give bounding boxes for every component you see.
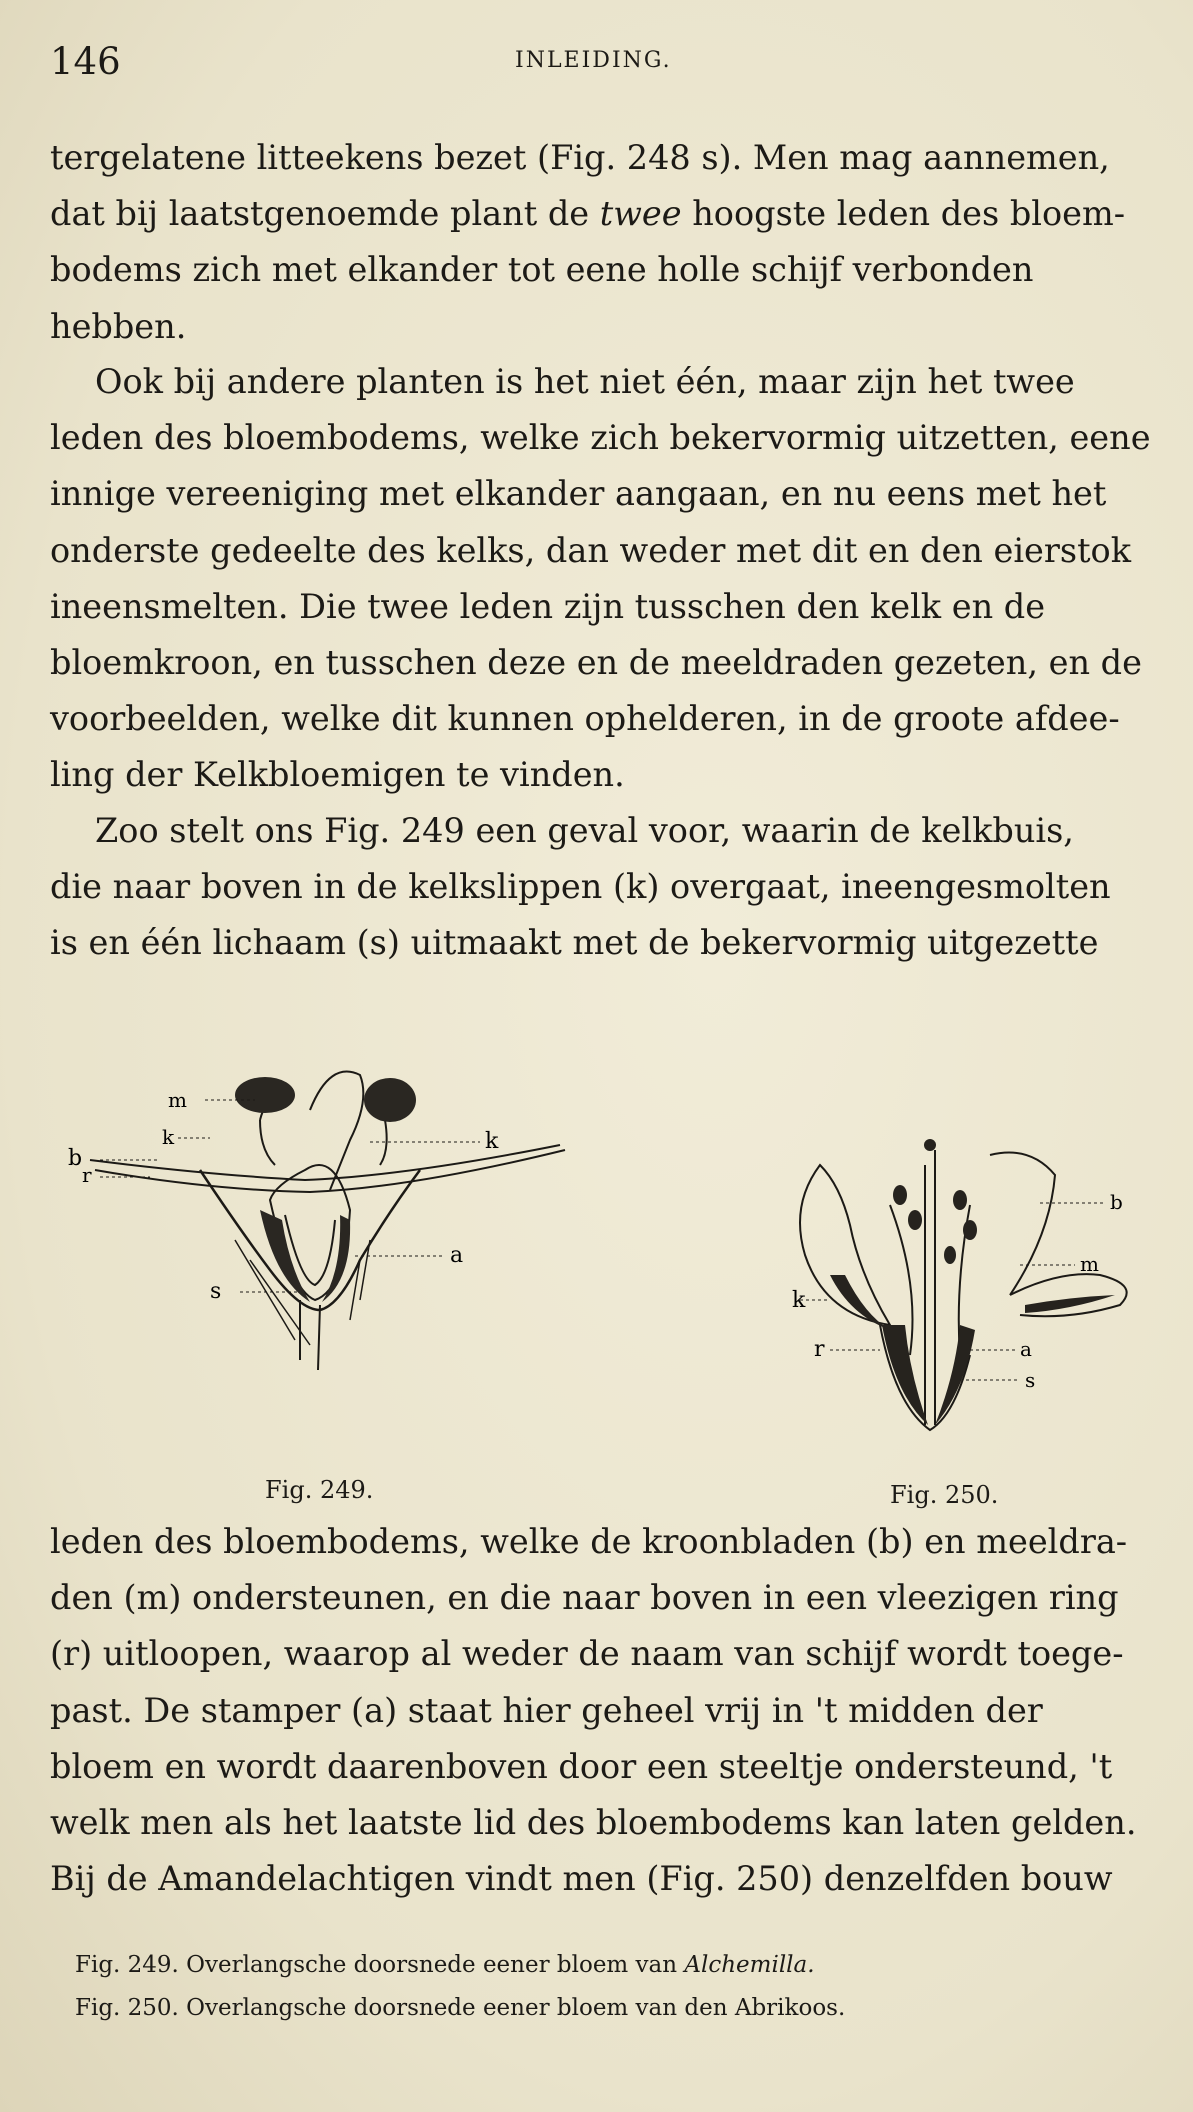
footnote-250: Fig. 250. Overlangsche doorsnede eener bloem van den Abrikoos. [75, 1995, 846, 2021]
text-line: hebben. [50, 306, 187, 346]
text-line: onderste gedeelte des kelks, dan weder met dit en den eierstok [50, 530, 1131, 570]
paragraph-3 [50, 803, 1150, 972]
figure-250-apricot-section [770, 1125, 1150, 1455]
text-line: ling der Kelkbloemigen te vinden. [50, 755, 625, 795]
text-line: past. De stamper (a) staat hier geheel vrij in 't midden der [50, 1690, 1043, 1730]
text-run [682, 194, 693, 233]
footnote-italic: Alchemilla. [684, 1952, 815, 1978]
label-r: r [82, 1163, 92, 1187]
text-run: dat bij laatstgenoemde plant de [50, 194, 600, 234]
label-s: s [210, 1279, 222, 1304]
footnote-text: Fig. 249. Overlangsche doorsnede eener bloem van [75, 1952, 685, 1978]
text-line: leden des bloembodems, welke de kroonbladen (b) en meeldra- [50, 1522, 1128, 1561]
paragraph-4 [50, 1514, 1150, 1907]
label-s: s [1025, 1368, 1036, 1392]
footnotes [75, 1944, 845, 2030]
text-line: bloem en wordt daarenboven door een steeltje ondersteund, 't [50, 1746, 1113, 1786]
figure-250-drawing [770, 1125, 1150, 1455]
text-line: den (m) ondersteunen, en die naar boven in een vleezigen ring [50, 1578, 1119, 1618]
text-line: Zoo stelt ons Fig. 249 een geval voor, waarin de kelkbuis, [95, 811, 1074, 850]
text-line: leden des bloembodems, welke zich bekervormig uitzetten, eene [50, 418, 1151, 458]
label-a: a [450, 1243, 464, 1268]
figure-249-drawing [60, 1040, 600, 1440]
text-line: die naar boven in de kelkslippen (k) overgaat, ineengesmolten [50, 867, 1111, 907]
text-line: ineensmelten. Die twee leden zijn tusschen den kelk en de [50, 586, 1046, 626]
page-header [50, 40, 1140, 90]
text-line: bloemkroon, en tusschen deze en de meeldraden gezeten, en de [50, 643, 1142, 683]
text-line: voorbeelden, welke dit kunnen ophelderen, in de groote afdee- [50, 699, 1120, 739]
label-m: m [168, 1088, 187, 1112]
page-number: 146 [50, 40, 121, 83]
text-line: (r) uitloopen, waarop al weder de naam van schijf wordt toege- [50, 1634, 1124, 1674]
running-head: INLEIDING. [515, 48, 672, 73]
label-r: r [814, 1337, 825, 1362]
text-line: Ook bij andere planten is het niet één, maar zijn het twee [95, 362, 1075, 401]
footnote-249 [75, 1944, 845, 1987]
text-line: bodems zich met elkander tot eene holle schijf verbonden [50, 250, 1034, 290]
italic-word: twee [599, 194, 682, 234]
text-line: is en één lichaam (s) uitmaakt met de bekervormig uitgezette [50, 923, 1099, 963]
label-a: a [1020, 1337, 1032, 1361]
text-line: Bij de Amandelachtigen vindt men (Fig. 250) denzelfden bouw [50, 1859, 1113, 1899]
text-line: innige vereeniging met elkander aangaan, en nu eens met het [50, 474, 1107, 514]
label-k: k [485, 1129, 499, 1154]
label-k: k [162, 1125, 175, 1149]
label-b: b [1110, 1190, 1123, 1214]
label-k: k [792, 1288, 806, 1313]
text-line: welk men als het laatste lid des bloembodems kan laten gelden. [50, 1803, 1137, 1843]
figure-249-alchemilla-section [60, 1040, 600, 1440]
text-line [50, 186, 1150, 242]
paragraph-1 [50, 130, 1150, 355]
text-line: tergelatene litteekens bezet (Fig. 248 s). Men mag aannemen, [50, 138, 1110, 177]
label-b: b [68, 1146, 83, 1171]
label-m: m [1080, 1252, 1099, 1276]
text-run: hoogste leden des bloem- [692, 194, 1126, 234]
figure-249-caption: Fig. 249. [265, 1476, 374, 1504]
paragraph-2 [50, 354, 1150, 804]
figure-250-caption: Fig. 250. [890, 1481, 999, 1509]
